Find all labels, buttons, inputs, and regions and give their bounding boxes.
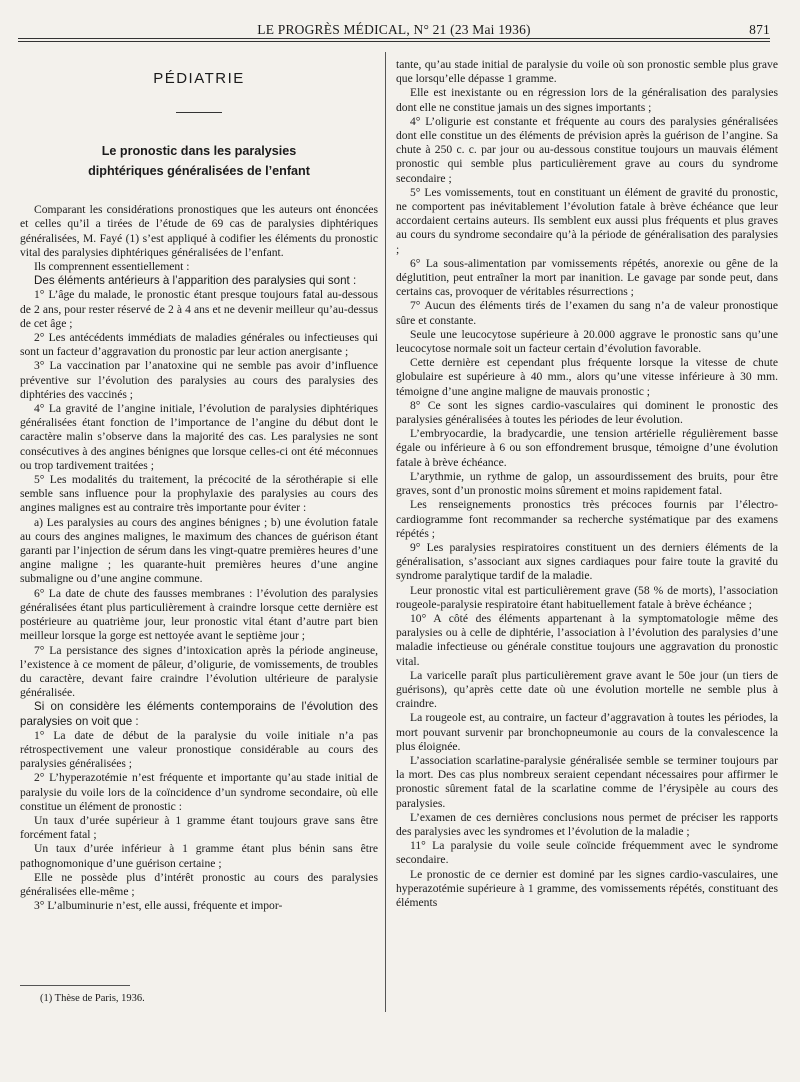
paragraph: 7° La persistance des signes d’intoxication après la période angineuse, l’existence à ce moment de pâleur, d’oligurie, de vomissements, de troubles du caractère, devant faire craindre l’évolution ultérieure de paralysie généralisée. (20, 643, 378, 700)
header-rule (18, 38, 770, 39)
paragraph: 2° L’hyperazotémie n’est fréquente et importante qu’au stade initial de paralysie du voile lors de la coïncidence d’un syndrome secondaire, où elle constitue un élément de pronostic : (20, 771, 378, 813)
paragraph: 1° La date de début de la paralysie du voile initiale n’a pas rétrospectivement une valeur pronostique considérable au cours des paralysies généralisées ; (20, 728, 378, 771)
article-title-line: diphtériques généralisées de l’enfant (88, 164, 310, 179)
header-rule-double (18, 41, 770, 42)
paragraph: 9° Les paralysies respiratoires constituent un des derniers éléments de la généralisation, s’associant aux signes cardiaques pour faire toute la gravité du syndrome paralytique tardif de la maladie. (396, 540, 778, 583)
paragraph: a) Les paralysies au cours des angines bénignes ; b) une évolution fatale au cours des angines malignes, le maximum des chances de guérison étant garanti par l’injection de sérum dans les vingt-quatre premières heures d’une angine maligne ; les quarante-huit premières heures d’une angine submaligne ou d’une angine commune. (20, 515, 378, 586)
paragraph: 2° Les antécédents immédiats de maladies générales ou infectieuses qui sont un facteur d’aggravation du pronostic par leur action anergisante ; (20, 331, 378, 359)
article-title-line: Le pronostic dans les paralysies (101, 144, 297, 159)
footnote: (1) Thèse de Paris, 1936. (40, 993, 145, 1004)
paragraph: Leur pronostic vital est particulièrement grave (58 % de morts), l’association rougeole-paralysie respiratoire étant habituellement fatale à brève échéance ; (396, 583, 778, 611)
section-title: PÉDIATRIE (153, 70, 245, 87)
paragraph: Cette dernière est cependant plus fréquente lorsque la vitesse de chute globulaire est supérieure à 40 mm., alors qu’une vitesse inférieure à 30 mm. témoigne d’une angine maligne de mauvais pronostic ; (396, 356, 778, 398)
paragraph: 6° La date de chute des fausses membranes : l’évolution des paralysies généralisées étant plus particulièrement à craindre lorsque cette dernière est postérieure au quatrième jour, leur pronostic vital étant d’autre part bien meilleur lorsque la gorge est nettoyée avant le septième jour ; (20, 586, 378, 643)
paragraph: La varicelle paraît plus particulièrement grave avant le 50e jour (un tiers de guérisons), qu’après cette date où une évolution mortelle ne semble plus à craindre. (396, 668, 778, 711)
paragraph: Un taux d’urée inférieur à 1 gramme étant plus bénin sans être pathognomonique d’une guérison certaine ; (20, 842, 378, 870)
section-rule (176, 112, 222, 113)
paragraph: Un taux d’urée supérieur à 1 gramme étant toujours grave sans être forcément fatal ; (20, 813, 378, 842)
paragraph: 5° Les vomissements, tout en constituant un élément de gravité du pronostic, ne comportent pas inévitablement l’évolution fatale à brève échéance que leur accordaient certains auteurs. Ils semblent eux aussi plus fréquents et plus graves au cours du syndrome secondaire qu’à la période de généralisation des paralysies ; (396, 185, 778, 256)
page-number: 871 (749, 22, 770, 37)
subheading: Des éléments antérieurs à l’apparition des paralysies qui sont : (34, 274, 357, 288)
paragraph: 3° L’albuminurie n’est, elle aussi, fréquente et impor- (34, 899, 283, 913)
paragraph: 11° La paralysie du voile seule coïncide fréquemment avec le syndrome secondaire. (396, 839, 778, 867)
footnote-rule (20, 985, 130, 986)
right-column (396, 58, 778, 910)
journal-title: LE PROGRÈS MÉDICAL, N° 21 (23 Mai 1936) (257, 22, 531, 37)
paragraph: 10° A côté des éléments appartenant à la symptomatologie même des paralysies ou à celle de diphtérie, l’association à l’évolution des paralysies d’une maladie infectieuse ou générale constitue toujours une aggravation du pronostic vital. (396, 611, 778, 668)
paragraph: Seule une leucocytose supérieure à 20.000 aggrave le pronostic sans qu’une leucocytose normale soit un facteur certain d’évolution favorable. (396, 327, 778, 356)
paragraph: Le pronostic de ce dernier est dominé par les signes cardio-vasculaires, une hyperazotémie supérieure à 1 gramme, des vomissements répétés, constituant des éléments (396, 867, 778, 909)
paragraph: Elle est inexistante ou en régression lors de la généralisation des paralysies dont elle ne constitue jamais un des signes importants ; (396, 86, 778, 114)
paragraph: L’examen de ces dernières conclusions nous permet de préciser les rapports des paralysies avec les syndromes et l’évolution de la maladie ; (396, 810, 778, 838)
column-divider (385, 52, 386, 1012)
subheading: Si on considère les éléments contemporains de l’évolution des paralysies on voit que : (20, 700, 378, 728)
paragraph: 6° La sous-alimentation par vomissements répétés, anorexie ou gêne de la déglutition, peut entraîner la mort par inanition. Le gavage par sonde peut, dans certains cas, provoquer de véritables résurrections ; (396, 256, 778, 299)
paragraph: 5° Les modalités du traitement, la précocité de la sérothérapie si elle semble sans influence pour la prophylaxie des paralysies au cours des angines malignes est au contraire très importante pour éviter : (20, 473, 378, 515)
paragraph: 4° L’oligurie est constante et fréquente au cours des paralysies généralisées dont elle constitue un des éléments de prévision après la guérison de l’angine. Sa chute à 250 c. c. par jour ou au-dessous constitue toujours un mauvais élément pronostic qui semble plus particulièrement grave au cours du syndrome secondaire ; (396, 114, 778, 185)
paragraph: Les renseignements pronostics très précoces fournis par l’électro-cardiogramme font recommander sa recherche systématique par des examens répétés ; (396, 498, 778, 540)
paragraph: 8° Ce sont les signes cardio-vasculaires qui dominent le pronostic des paralysies généralisées à toutes les périodes de leur évolution. (396, 398, 778, 427)
paragraph: Elle ne possède plus d’intérêt pronostic au cours des paralysies généralisées elle-même ; (20, 870, 378, 898)
paragraph: La rougeole est, au contraire, un facteur d’aggravation à toutes les périodes, la mort pouvant survenir par bronchopneumonie au cours de la convalescence la plus éloignée. (396, 711, 778, 753)
paragraph: 7° Aucun des éléments tirés de l’examen du sang n’a de valeur pronostique sûre et constante. (396, 299, 778, 327)
paragraph: L’association scarlatine-paralysie généralisée semble se terminer toujours par la mort. Des cas plus nombreux seraient cependant nécessaires pour affirmer le pronostic sûrement fatal de la scarlatine comme de l’érysipèle au cours des paralysies. (396, 753, 778, 810)
paragraph: tante, qu’au stade initial de paralysie du voile où son pronostic semble plus grave que lorsqu’elle dépasse 1 gramme. (396, 58, 778, 86)
article-title (20, 141, 378, 181)
paragraph: Ils comprennent essentiellement : (34, 260, 190, 274)
paragraph: L’arythmie, un rythme de galop, un assourdissement des bruits, pour être graves, sont d’un pronostic moins sûrement et moins rapidement fatal. (396, 469, 778, 498)
paragraph: 3° La vaccination par l’anatoxine qui ne semble pas avoir d’influence préventive sur l’évolution des paralysies au cours des paralysies des diphtéries des vaccinés ; (20, 359, 378, 401)
paragraph: 1° L’âge du malade, le pronostic étant presque toujours fatal au-dessous de 2 ans, pour rester réservé de 2 à 4 ans et ne devenir meilleur qu’au-dessus de cet âge ; (20, 288, 378, 330)
page-header (18, 18, 770, 40)
paragraph: Comparant les considérations pronostiques que les auteurs ont énoncées et celles qu’il a tirées de l’étude de 69 cas de paralysies diphtériques généralisées, M. Fayé (1) s’est appliqué à codifier les éléments du pronostic vital des paralysies diphtériques généralisées de l’enfant. (20, 203, 378, 259)
paragraph: L’embryocardie, la bradycardie, une tension artérielle régulièrement basse égale ou inférieure à 6 ou son effondrement brusque, témoigne d’une évolution fatale à brève échéance. (396, 427, 778, 469)
paragraph: 4° La gravité de l’angine initiale, l’évolution de paralysies diphtériques généralisées étant fonction de l’importance de l’angine du début dont le caractère malin s’observe dans la majorité des cas. Les paralysies ne sont consécutives à des angines bénignes que lorsque celles-ci ont été méconnues ou trop tardivement traitées ; (20, 402, 378, 472)
left-column (20, 58, 378, 913)
